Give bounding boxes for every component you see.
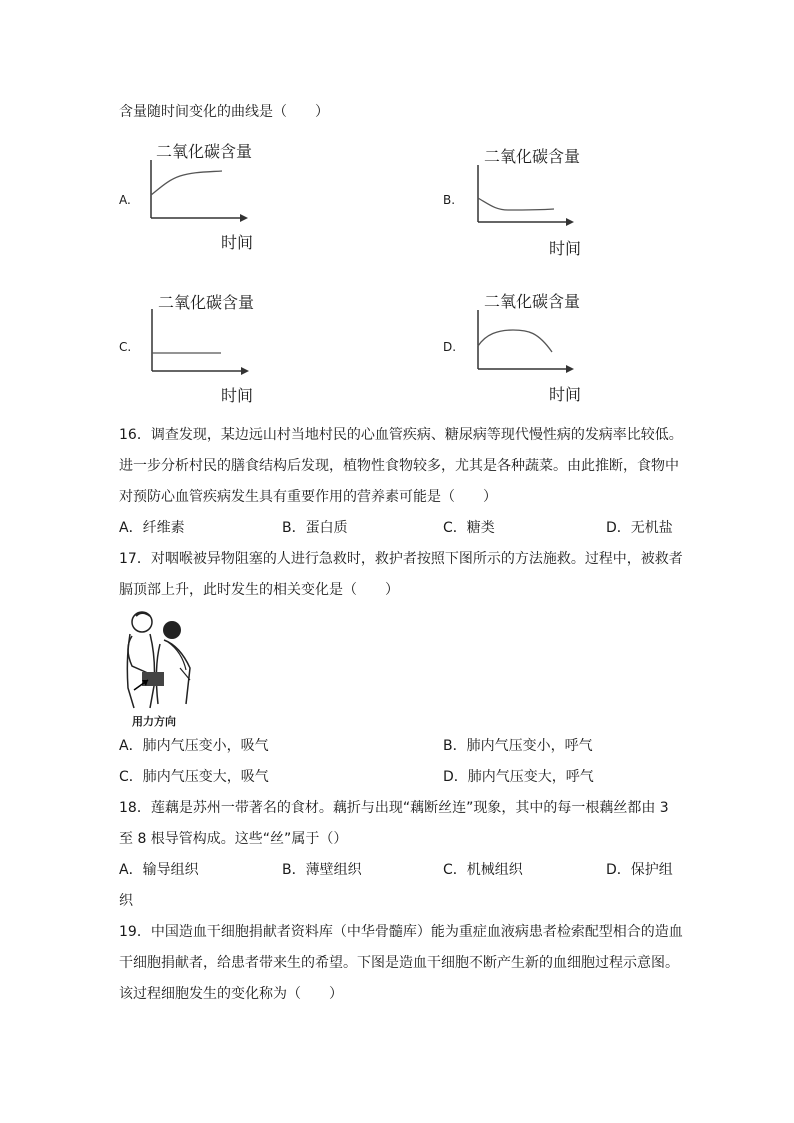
graph-c-ylabel: 二氧化碳含量 bbox=[158, 293, 255, 312]
heimlich-figure bbox=[120, 608, 200, 716]
q16-option-a: A．纤维素 bbox=[119, 520, 185, 536]
q16-option-b: B．蛋白质 bbox=[282, 520, 348, 536]
q18-option-a: A．输导组织 bbox=[119, 862, 199, 878]
q17-option-b: B．肺内气压变小，呼气 bbox=[443, 738, 593, 754]
graph-c-plot bbox=[141, 309, 251, 379]
q18-line-1: 18．莲藕是苏州一带著名的食材。藕折与出现“藕断丝连”现象，其中的每一根藕丝都由 3 bbox=[119, 800, 669, 816]
q17-line-2: 膈顶部上升，此时发生的相关变化是（ ） bbox=[119, 582, 399, 598]
graph-a-plot bbox=[140, 160, 250, 230]
graph-c-letter: C. bbox=[119, 340, 132, 354]
q18-option-b: B．薄壁组织 bbox=[282, 862, 362, 878]
q18-line-2: 至 8 根导管构成。这些“丝”属于（） bbox=[119, 831, 348, 847]
q17-option-d: D．肺内气压变大，呼气 bbox=[443, 769, 594, 785]
graph-d-ylabel: 二氧化碳含量 bbox=[484, 292, 581, 311]
q15-stem-tail: 含量随时间变化的曲线是（ ） bbox=[119, 104, 329, 120]
q16-option-c: C．糖类 bbox=[443, 520, 495, 536]
q18-option-d-wrap: 织 bbox=[119, 893, 133, 909]
graph-c-xlabel: 时间 bbox=[221, 386, 254, 405]
graph-b-letter: B. bbox=[443, 193, 456, 207]
q18-option-c: C．机械组织 bbox=[443, 862, 523, 878]
q16-line-2: 进一步分析村民的膳食结构后发现，植物性食物较多，尤其是各种蔬菜。由此推断，食物中 bbox=[119, 458, 679, 474]
graph-b-ylabel: 二氧化碳含量 bbox=[484, 147, 581, 166]
graph-a-xlabel: 时间 bbox=[221, 233, 254, 252]
graph-b-plot bbox=[468, 165, 578, 235]
graph-d-letter: D. bbox=[443, 340, 457, 354]
q19-line-2: 干细胞捐献者，给患者带来生的希望。下图是造血干细胞不断产生新的血细胞过程示意图。 bbox=[119, 955, 679, 971]
q16-line-3: 对预防心血管疾病发生具有重要作用的营养素可能是（ ） bbox=[119, 489, 497, 505]
q17-option-a: A．肺内气压变小，吸气 bbox=[119, 738, 269, 754]
graph-a-letter: A. bbox=[119, 193, 131, 207]
q18-option-d: D．保护组 bbox=[606, 862, 673, 878]
graph-d-xlabel: 时间 bbox=[549, 385, 582, 404]
q17-option-c: C．肺内气压变大，吸气 bbox=[119, 769, 269, 785]
q19-line-3: 该过程细胞发生的变化称为（ ） bbox=[119, 986, 343, 1002]
q17-line-1: 17．对咽喉被异物阻塞的人进行急救时，救护者按照下图所示的方法施救。过程中，被救者 bbox=[119, 551, 683, 567]
graph-d-plot bbox=[468, 310, 578, 380]
graph-b-xlabel: 时间 bbox=[549, 239, 582, 258]
graph-a-ylabel: 二氧化碳含量 bbox=[156, 142, 253, 161]
figure-caption: 用力方向 bbox=[132, 715, 176, 728]
q16-option-d: D．无机盐 bbox=[606, 520, 673, 536]
q16-line-1: 16．调查发现，某边远山村当地村民的心血管疾病、糖尿病等现代慢性病的发病率比较低。 bbox=[119, 427, 683, 443]
q19-line-1: 19．中国造血干细胞捐献者资料库（中华骨髓库）能为重症血液病患者检索配型相合的造血 bbox=[119, 924, 683, 940]
